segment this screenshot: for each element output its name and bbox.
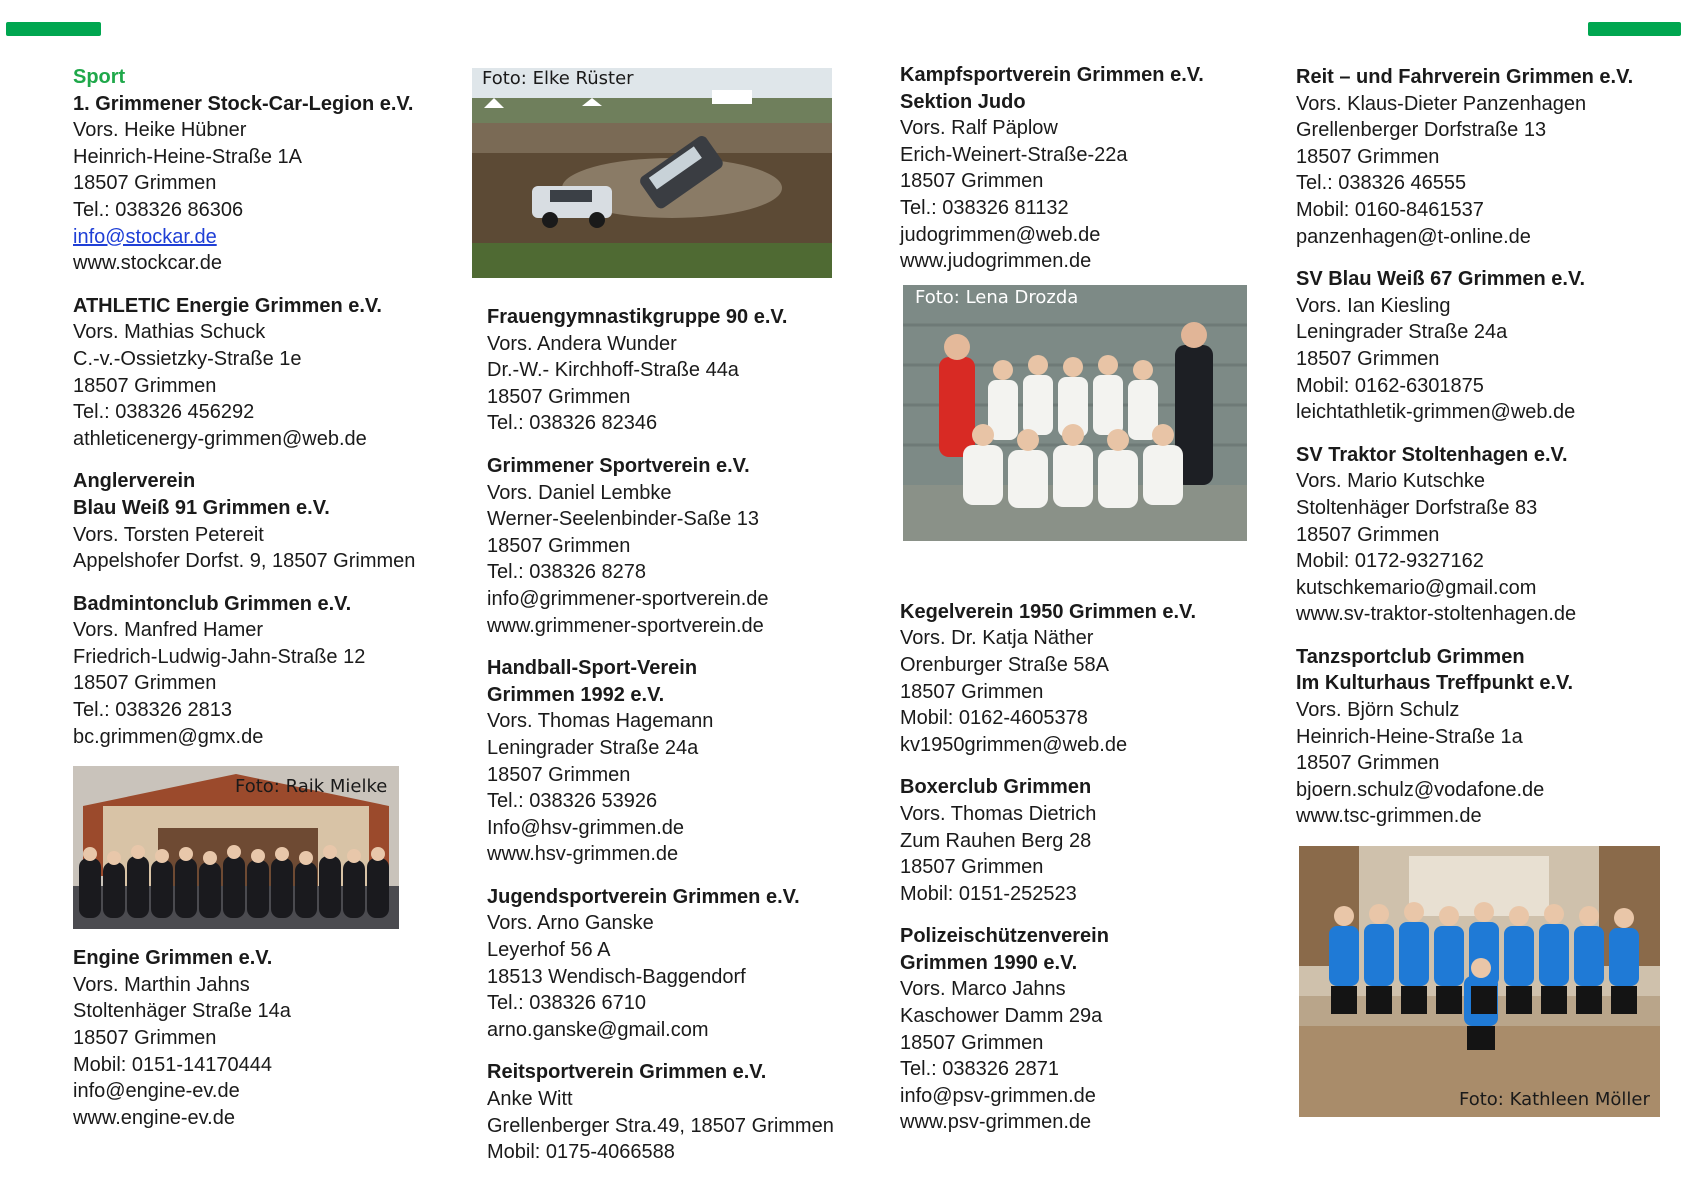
club-line: Tel.: 038326 81132: [900, 196, 1069, 219]
club-tanz: [1296, 644, 1676, 830]
club-line: Mobil: 0160-8461537: [1296, 198, 1484, 221]
club-line: 18507 Grimmen: [900, 1031, 1044, 1054]
club-line: Orenburger Straße 58A: [900, 653, 1109, 676]
club-line: Leyerhof 56 A: [487, 939, 611, 962]
club-line: Mobil: 0172-9327162: [1296, 550, 1484, 573]
club-angler: [73, 468, 433, 574]
club-line: Vors. Dr. Katja Näther: [900, 627, 1094, 650]
club-line: Vors. Klaus-Dieter Panzenhagen: [1296, 92, 1587, 115]
accent-bar-right: [1588, 22, 1681, 36]
club-polizei: [900, 923, 1260, 1136]
club-line: 18507 Grimmen: [73, 672, 217, 695]
club-line: Tel.: 038326 46555: [1296, 172, 1467, 195]
club-line: Heinrich-Heine-Straße 1a: [1296, 725, 1523, 748]
club-line: Leningrader Straße 24a: [487, 736, 699, 759]
club-line: kv1950grimmen@web.de: [900, 733, 1128, 756]
club-line: Tel.: 038326 53926: [487, 790, 658, 813]
club-line: Vors. Daniel Lembke: [487, 481, 672, 504]
club-line: Mobil: 0175-4066588: [487, 1141, 675, 1164]
club-line: Leningrader Straße 24a: [1296, 321, 1508, 344]
photo-stockcar: [472, 68, 832, 278]
club-line: Friedrich-Ludwig-Jahn-Straße 12: [73, 645, 366, 668]
club-line: 18507 Grimmen: [900, 170, 1044, 193]
club-line: Vors. Heike Hübner: [73, 119, 247, 142]
club-line: 18507 Grimmen: [487, 385, 631, 408]
club-boxer: [900, 774, 1260, 907]
club-line: Tel.: 038326 456292: [73, 401, 255, 424]
club-line: www.hsv-grimmen.de: [487, 843, 679, 866]
club-title: Jugendsportverein Grimmen e.V.: [487, 885, 800, 908]
club-line: Vors. Arno Ganske: [487, 912, 654, 935]
photo-credit: Foto: Lena Drozda: [915, 286, 1079, 308]
club-title: Engine Grimmen e.V.: [73, 947, 273, 970]
photo-credit: Foto: Kathleen Möller: [1459, 1089, 1650, 1111]
club-line: 18507 Grimmen: [1296, 347, 1440, 370]
club-line: athleticenergy-grimmen@web.de: [73, 427, 367, 450]
club-line: Zum Rauhen Berg 28: [900, 829, 1092, 852]
club-line: Erich-Weinert-Straße-22a: [900, 143, 1128, 166]
club-line: 18507 Grimmen: [73, 374, 217, 397]
club-line: www.grimmener-sportverein.de: [487, 614, 764, 637]
club-title: SV Blau Weiß 67 Grimmen e.V.: [1296, 268, 1586, 291]
club-line: www.sv-traktor-stoltenhagen.de: [1296, 603, 1577, 626]
club-stockcar: [73, 64, 433, 277]
club-line: kutschkemario@gmail.com: [1296, 576, 1537, 599]
club-line: Stoltenhäger Dorfstraße 83: [1296, 496, 1538, 519]
club-line: Tel.: 038326 82346: [487, 412, 658, 435]
club-reitfahr: [1296, 64, 1676, 250]
club-jugend: [487, 884, 867, 1044]
club-line: Kaschower Damm 29a: [900, 1005, 1103, 1028]
club-sportverein: [487, 453, 867, 639]
club-title: Im Kulturhaus Treffpunkt e.V.: [1296, 672, 1574, 695]
club-line: Vors. Mathias Schuck: [73, 321, 266, 344]
club-title: ATHLETIC Energie Grimmen e.V.: [73, 294, 382, 317]
club-line: Dr.-W.- Kirchhoff-Straße 44a: [487, 359, 739, 382]
club-line: 18507 Grimmen: [73, 1027, 217, 1050]
column-4: [1296, 64, 1676, 1117]
club-title: Blau Weiß 91 Grimmen e.V.: [73, 496, 330, 519]
email-link[interactable]: info@stockar.de: [73, 225, 217, 248]
club-line: panzenhagen@t-online.de: [1296, 225, 1531, 248]
club-judo: [900, 62, 1260, 275]
club-line: Werner-Seelenbinder-Saße 13: [487, 508, 760, 531]
club-engine: [73, 945, 433, 1131]
photo-credit: Foto: Elke Rüster: [482, 68, 634, 89]
club-line: arno.ganske@gmail.com: [487, 1018, 709, 1041]
club-line: 18507 Grimmen: [1296, 523, 1440, 546]
club-line: 18507 Grimmen: [73, 172, 217, 195]
club-line: Mobil: 0162-4605378: [900, 707, 1088, 730]
club-line: 18513 Wendisch-Baggendorf: [487, 965, 746, 988]
club-title: Handball-Sport-Verein: [487, 657, 698, 680]
club-title: Kegelverein 1950 Grimmen e.V.: [900, 600, 1197, 623]
club-line: Info@hsv-grimmen.de: [487, 816, 685, 839]
club-line: Mobil: 0151-252523: [900, 882, 1077, 905]
club-title: Grimmen 1990 e.V.: [900, 951, 1078, 974]
club-line: www.tsc-grimmen.de: [1296, 805, 1482, 828]
photo-judo: [903, 285, 1247, 541]
club-title: Sektion Judo: [900, 90, 1026, 113]
club-line: Vors. Manfred Hamer: [73, 619, 264, 642]
photo-credit: Foto: Raik Mielke: [235, 776, 388, 798]
club-line: 18507 Grimmen: [1296, 145, 1440, 168]
club-title: Grimmener Sportverein e.V.: [487, 454, 750, 477]
club-line: Vors. Ian Kiesling: [1296, 294, 1451, 317]
club-title: Reitsportverein Grimmen e.V.: [487, 1061, 767, 1084]
club-line: leichtathletik-grimmen@web.de: [1296, 401, 1576, 424]
club-line: Tel.: 038326 6710: [487, 992, 647, 1015]
club-line: C.-v.-Ossietzky-Straße 1e: [73, 347, 302, 370]
club-title: Kampfsportverein Grimmen e.V.: [900, 64, 1204, 86]
section-title: Sport: [73, 66, 126, 88]
club-line: 18507 Grimmen: [487, 763, 631, 786]
column-3: [900, 62, 1260, 1152]
club-line: Heinrich-Heine-Straße 1A: [73, 145, 302, 168]
club-line: info@grimmener-sportverein.de: [487, 587, 769, 610]
club-line: bc.grimmen@gmx.de: [73, 725, 264, 748]
club-line: Grellenberger Stra.49, 18507 Grimmen: [487, 1114, 834, 1137]
club-line: Mobil: 0162-6301875: [1296, 374, 1484, 397]
club-title: Polizeischützenverein: [900, 925, 1109, 948]
club-line: Appelshofer Dorfst. 9, 18507 Grimmen: [73, 550, 416, 573]
club-line: Vors. Björn Schulz: [1296, 699, 1460, 722]
photo-tanz: [1299, 846, 1660, 1117]
club-kegel: [900, 599, 1260, 759]
club-title: Badmintonclub Grimmen e.V.: [73, 592, 352, 615]
club-title: Grimmen 1992 e.V.: [487, 683, 665, 706]
club-line: Vors. Marco Jahns: [900, 978, 1066, 1001]
club-athletic: [73, 293, 433, 453]
club-traktor: [1296, 442, 1676, 628]
club-line: Grellenberger Dorfstraße 13: [1296, 119, 1547, 142]
club-line: Vors. Torsten Petereit: [73, 523, 264, 546]
club-line: Tel.: 038326 86306: [73, 198, 244, 221]
club-line: judogrimmen@web.de: [900, 223, 1101, 246]
club-line: info@engine-ev.de: [73, 1080, 240, 1103]
club-title: Tanzsportclub Grimmen: [1296, 645, 1525, 668]
club-line: Tel.: 038326 2871: [900, 1058, 1060, 1081]
club-line: www.judogrimmen.de: [900, 250, 1092, 273]
club-line: info@psv-grimmen.de: [900, 1084, 1096, 1107]
club-line: Anke Witt: [487, 1088, 573, 1111]
club-title: Frauengymnastikgruppe 90 e.V.: [487, 306, 788, 328]
club-line: Tel.: 038326 2813: [73, 699, 233, 722]
club-line: Stoltenhäger Straße 14a: [73, 1000, 291, 1023]
club-title: 1. Grimmener Stock-Car-Legion e.V.: [73, 92, 414, 115]
club-line: www.psv-grimmen.de: [900, 1111, 1092, 1134]
club-title: Reit – und Fahrverein Grimmen e.V.: [1296, 66, 1634, 88]
club-title: Anglerverein: [73, 470, 196, 493]
column-1: [73, 64, 433, 1147]
club-line: 18507 Grimmen: [487, 534, 631, 557]
club-line: Vors. Marthin Jahns: [73, 973, 250, 996]
club-line: 18507 Grimmen: [900, 856, 1044, 879]
club-badminton: [73, 591, 433, 751]
club-title: Boxerclub Grimmen: [900, 776, 1092, 799]
club-line: Vors. Mario Kutschke: [1296, 470, 1485, 493]
club-line: bjoern.schulz@vodafone.de: [1296, 778, 1545, 801]
club-line: Tel.: 038326 8278: [487, 561, 647, 584]
photo-engine: [73, 766, 399, 929]
club-line: www.engine-ev.de: [73, 1106, 235, 1129]
club-reitsport: [487, 1059, 867, 1165]
accent-bar-left: [6, 22, 101, 36]
club-line: 18507 Grimmen: [900, 680, 1044, 703]
club-line: Vors. Thomas Hagemann: [487, 710, 714, 733]
club-line: Vors. Andera Wunder: [487, 332, 677, 355]
club-handball: [487, 655, 867, 868]
club-line: 18507 Grimmen: [1296, 752, 1440, 775]
club-blauweiss67: [1296, 266, 1676, 426]
club-line: Mobil: 0151-14170444: [73, 1053, 273, 1076]
club-frauengym: [487, 304, 867, 437]
club-line: Vors. Thomas Dietrich: [900, 802, 1097, 825]
club-line: Vors. Ralf Päplow: [900, 117, 1058, 140]
club-web: www.stockcar.de: [73, 252, 222, 275]
column-2: [482, 68, 867, 1182]
club-title: SV Traktor Stoltenhagen e.V.: [1296, 443, 1568, 466]
